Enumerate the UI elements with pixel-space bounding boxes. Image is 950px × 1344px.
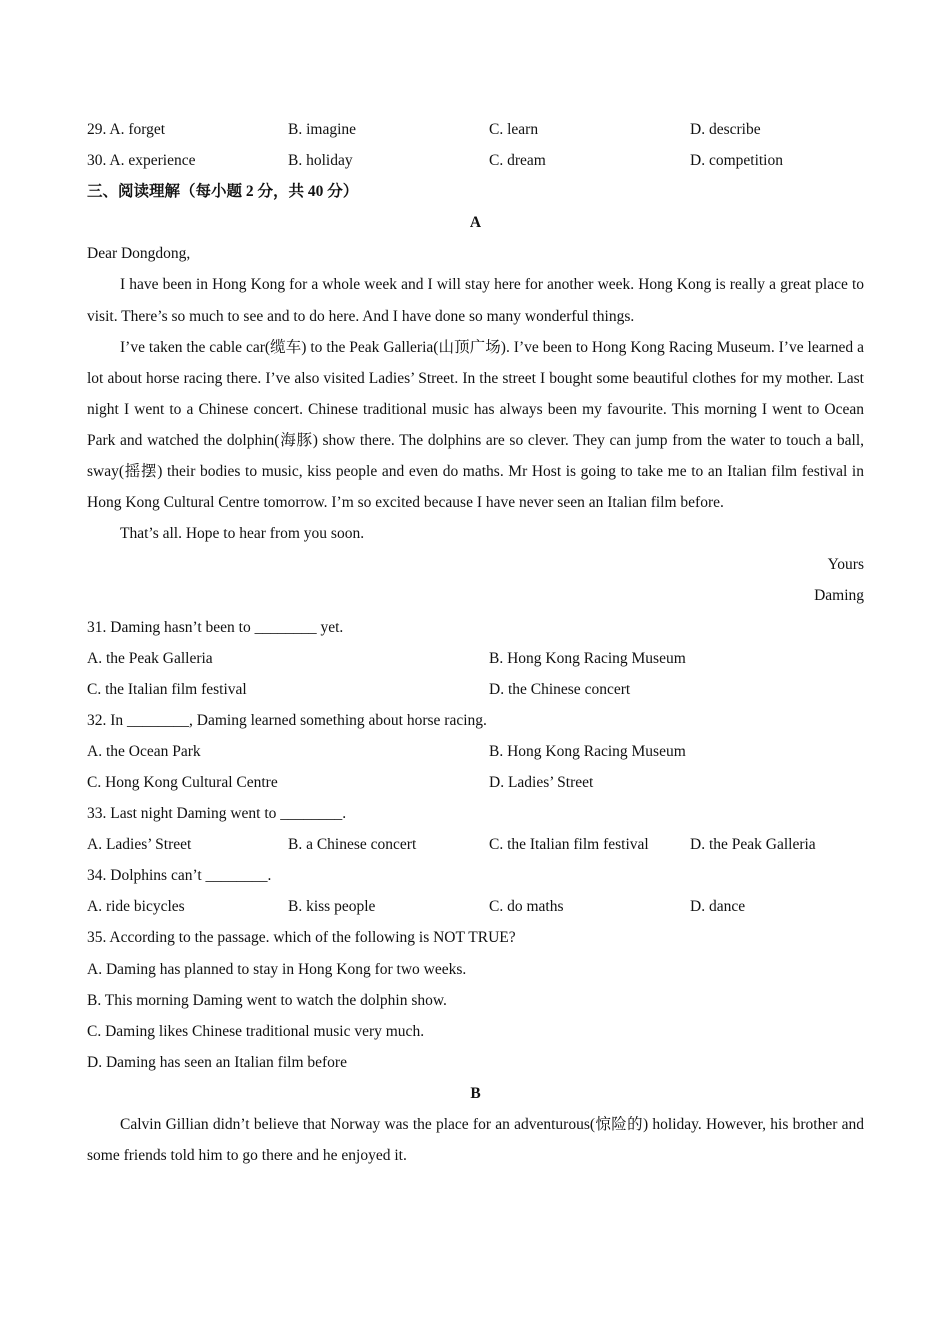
question-30-options bbox=[87, 145, 864, 176]
q30-option-d[interactable]: D. competition bbox=[690, 152, 783, 170]
q29-option-b[interactable]: B. imagine bbox=[288, 121, 357, 138]
q32-option-c[interactable]: C. Hong Kong Cultural Centre bbox=[87, 773, 278, 791]
q34-option-a[interactable]: A. ride bicycles bbox=[87, 898, 185, 916]
q34-option-d[interactable]: D. dance bbox=[690, 898, 746, 916]
question-31-options-row-2 bbox=[87, 674, 864, 705]
q34-option-b[interactable]: B. kiss people bbox=[288, 898, 376, 916]
question-33-options bbox=[87, 829, 864, 860]
question-35-stem: 35. According to the passage. which of the following is NOT TRUE? bbox=[87, 929, 516, 947]
q29-option-d[interactable]: D. describe bbox=[690, 121, 761, 138]
q30-option-a[interactable]: 30. A. experience bbox=[87, 152, 196, 170]
passage-a-paragraph-3: That’s all. Hope to hear from you soon. bbox=[120, 525, 365, 543]
q31-option-d[interactable]: D. the Chinese concert bbox=[489, 680, 631, 698]
q32-option-d[interactable]: D. Ladies’ Street bbox=[489, 773, 594, 791]
q35-option-b[interactable]: B. This morning Daming went to watch the dolphin show. bbox=[87, 991, 447, 1009]
section-heading-reading: 三、阅读理解（每小题 2 分，共 40 分） bbox=[87, 183, 359, 201]
q32-option-a[interactable]: A. the Ocean Park bbox=[87, 742, 201, 760]
letter-greeting: Dear Dongdong, bbox=[87, 245, 191, 263]
passage-a-paragraph-1: I have been in Hong Kong for a whole week and I will stay here for another week. Hong Kong is really a great place to visit. There’s so much to see and to do here. And I have done so many wonderful things. bbox=[87, 276, 864, 325]
q33-option-d[interactable]: D. the Peak Galleria bbox=[690, 836, 816, 854]
q35-option-d[interactable]: D. Daming has seen an Italian film before bbox=[87, 1053, 347, 1071]
q29-option-c[interactable]: C. learn bbox=[489, 121, 539, 138]
passage-b-label: B bbox=[470, 1084, 481, 1102]
q33-option-b[interactable]: B. a Chinese concert bbox=[288, 836, 417, 854]
passage-b-paragraph-1: Calvin Gillian didn’t believe that Norway was the place for an adventurous(惊险的) holiday. However, his brother and some friends told him to go there and he enjoyed it. bbox=[87, 1116, 864, 1165]
q30-option-c[interactable]: C. dream bbox=[489, 152, 546, 170]
question-32-options-row-2 bbox=[87, 767, 864, 798]
q30-option-b[interactable]: B. holiday bbox=[288, 152, 353, 170]
q31-option-b[interactable]: B. Hong Kong Racing Museum bbox=[489, 649, 686, 667]
question-32-stem: 32. In ________, Daming learned something about horse racing. bbox=[87, 711, 487, 729]
q35-option-c[interactable]: C. Daming likes Chinese traditional music very much. bbox=[87, 1022, 425, 1040]
q33-option-a[interactable]: A. Ladies’ Street bbox=[87, 836, 192, 854]
question-31-options-row-1 bbox=[87, 643, 864, 674]
q32-option-b[interactable]: B. Hong Kong Racing Museum bbox=[489, 742, 686, 760]
exam-page bbox=[87, 114, 864, 1171]
q29-option-a[interactable]: 29. A. forget bbox=[87, 121, 166, 138]
question-34-options bbox=[87, 891, 864, 922]
question-31-stem: 31. Daming hasn’t been to ________ yet. bbox=[87, 618, 344, 636]
q31-option-a[interactable]: A. the Peak Galleria bbox=[87, 649, 213, 667]
question-33-stem: 33. Last night Daming went to ________. bbox=[87, 805, 347, 823]
question-34-stem: 34. Dolphins can’t ________. bbox=[87, 867, 272, 885]
letter-closing: Yours bbox=[827, 556, 864, 574]
q31-option-c[interactable]: C. the Italian film festival bbox=[87, 680, 247, 698]
question-32-options-row-1 bbox=[87, 736, 864, 767]
passage-a-label: A bbox=[469, 214, 482, 232]
q34-option-c[interactable]: C. do maths bbox=[489, 898, 564, 916]
letter-signature: Daming bbox=[814, 587, 864, 605]
passage-a-paragraph-2: I’ve taken the cable car(缆车) to the Peak Galleria(山顶广场). I’ve been to Hong Kong Racing Museum. I’ve learned a lot about horse racing there. I’ve also visited Ladies’ Street. In the street I bought some beautiful clothes for my mother. Last night I went to a Chinese concert. Chinese traditional music has always been my favourite. This morning I went to Ocean Park and watched the dolphin(海豚) show there. The dolphins are so clever. They can jump from the water to touch a ball, sway(摇摆) their bodies to music, kiss people and even do maths. Mr Host is going to take me to an Italian film festival in Hong Kong Cultural Centre tomorrow. I’m so excited because I have never seen an Italian film before. bbox=[87, 338, 864, 512]
q33-option-c[interactable]: C. the Italian film festival bbox=[489, 836, 649, 854]
question-29-options bbox=[87, 114, 864, 145]
q35-option-a[interactable]: A. Daming has planned to stay in Hong Kong for two weeks. bbox=[87, 960, 467, 978]
